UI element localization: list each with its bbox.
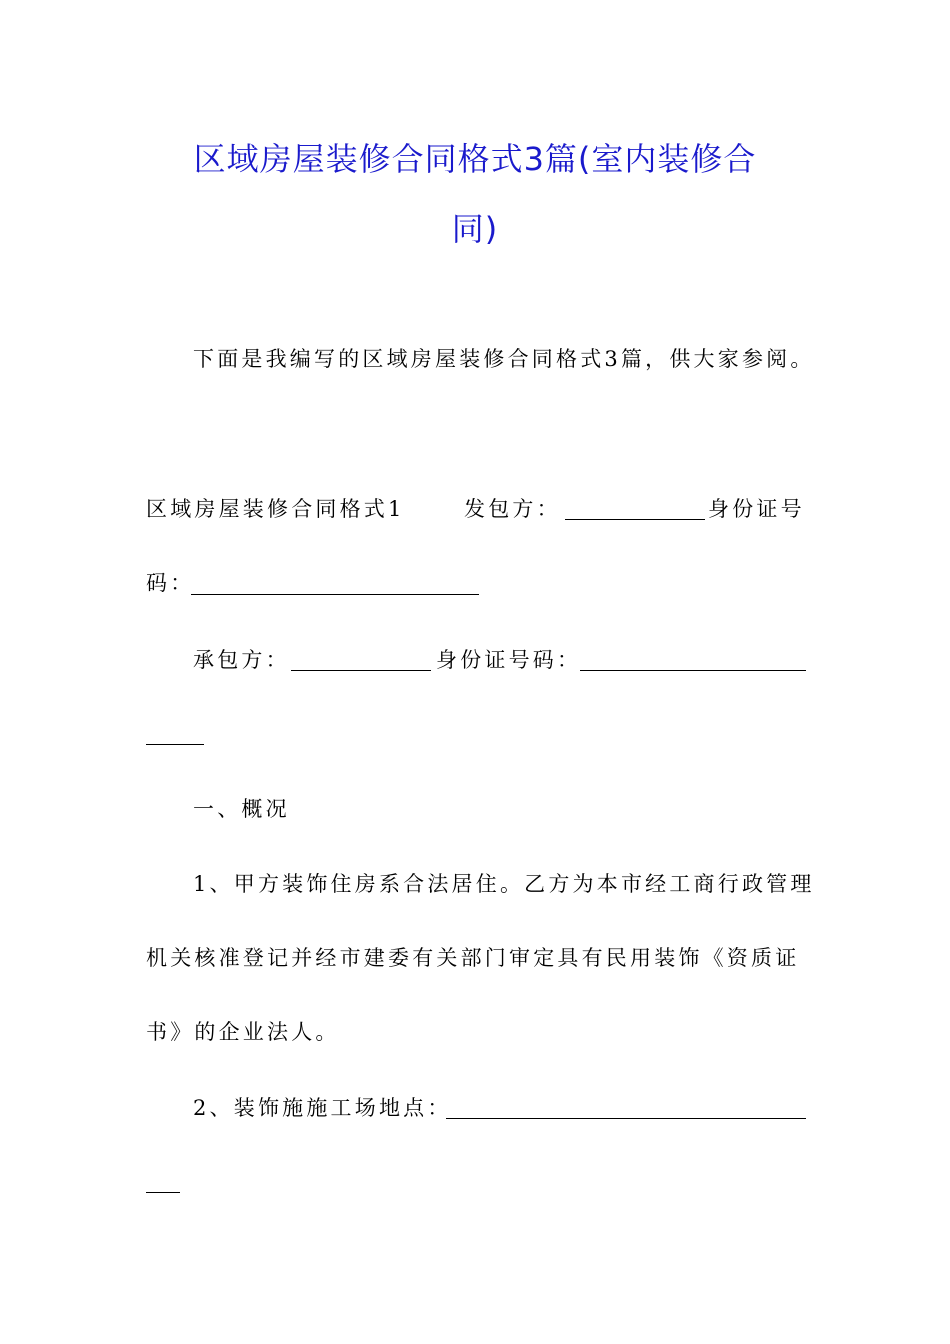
party-a-id-label-cont: 码： (146, 571, 195, 595)
document-title-line1: 区域房屋装修合同格式3篇(室内装修合 (193, 140, 757, 178)
party-b-label: 承包方： (193, 648, 290, 672)
party-b-id-blank (580, 669, 806, 671)
format1-heading: 区域房屋装修合同格式1 (146, 497, 405, 521)
clause1-line3: 书》的企业法人。 (146, 1020, 340, 1044)
section1-heading: 一、概况 (193, 797, 290, 821)
document-title-line2: 同) (451, 210, 499, 248)
site-address-blank (446, 1117, 806, 1119)
clause1-line1: 1、甲方装饰住房系合法居住。乙方为本市经工商行政管理 (193, 872, 815, 896)
clause1-line2: 机关核准登记并经市建委有关部门审定具有民用装饰《资质证 (146, 946, 800, 970)
party-a-id-blank (191, 593, 479, 595)
party-b-name-blank (291, 669, 431, 671)
site-address-blank-cont (146, 1191, 180, 1193)
party-a-label: 发包方： (464, 497, 561, 521)
clause2-label: 2、装饰施施工场地点： (193, 1096, 452, 1120)
intro-paragraph: 下面是我编写的区域房屋装修合同格式3篇，供大家参阅。 (193, 347, 815, 371)
party-a-name-blank (565, 518, 705, 520)
party-a-id-label: 身份证号 (708, 497, 805, 521)
party-b-id-blank-cont (146, 743, 204, 745)
party-b-id-label: 身份证号码： (436, 648, 582, 672)
